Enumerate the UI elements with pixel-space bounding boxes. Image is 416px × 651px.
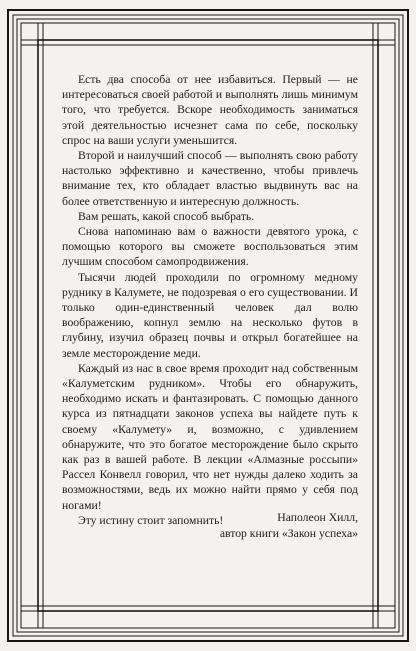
body-text bbox=[62, 72, 358, 528]
paragraph-1: Есть два способа от нее избавиться. Первый — не интересоваться своей работой и выполнять лишь минимум того, что требуется. Вскоре необходимость заниматься этой деятельностью исчезнет сама по себе, поскольку спрос на ваши услуги уменьшится. bbox=[62, 73, 358, 147]
author-role: автор книги «Закон успеха» bbox=[219, 527, 358, 540]
paragraph-7: Эту истину стоит запомнить! bbox=[78, 513, 224, 527]
paragraph-3: Вам решать, какой способ выбрать. bbox=[78, 209, 255, 223]
paragraph-4: Снова напоминаю вам о важности девятого урока, с помощью которого вы сможете воспользоваться этим лучшим способом самопродвижения. bbox=[62, 225, 358, 269]
paragraph-5: Тысячи людей проходили по огромному медному руднику в Калумете, не подозревая о его существовании. И только один-единственный человек дал волю воображению, копнул землю на несколько футов в глубину, изучил образец почвы и открыл богатейшее на земле месторождение меди. bbox=[62, 270, 358, 360]
paragraph-2: Второй и наилучший способ — выполнять свою работу настолько эффективно и качественно, чтобы привлечь внимание тех, кто обладает властью выдвинуть вас на более ответственную и интересную должность. bbox=[62, 149, 358, 208]
author-name: Наполеон Хилл, bbox=[277, 511, 358, 524]
signature bbox=[220, 510, 358, 542]
paragraph-6: Каждый из нас в свое время проходит над собственным «Калуметским рудником». Чтобы его обнаружить, необходимо искать и фантазировать. С помощью данного курса из пятнадцати законов успеха вы найдете путь к своему «Калумету» и, возможно, с удивлением обнаружите, что это богатое месторождение было скрыто как раз в вашей работе. В лекции «Алмазные россыпи» Рассел Конвелл говорил, что нет нужды далеко ходить за возможностями, ведь их можно найти прямо у себя под ногами! bbox=[62, 361, 358, 512]
